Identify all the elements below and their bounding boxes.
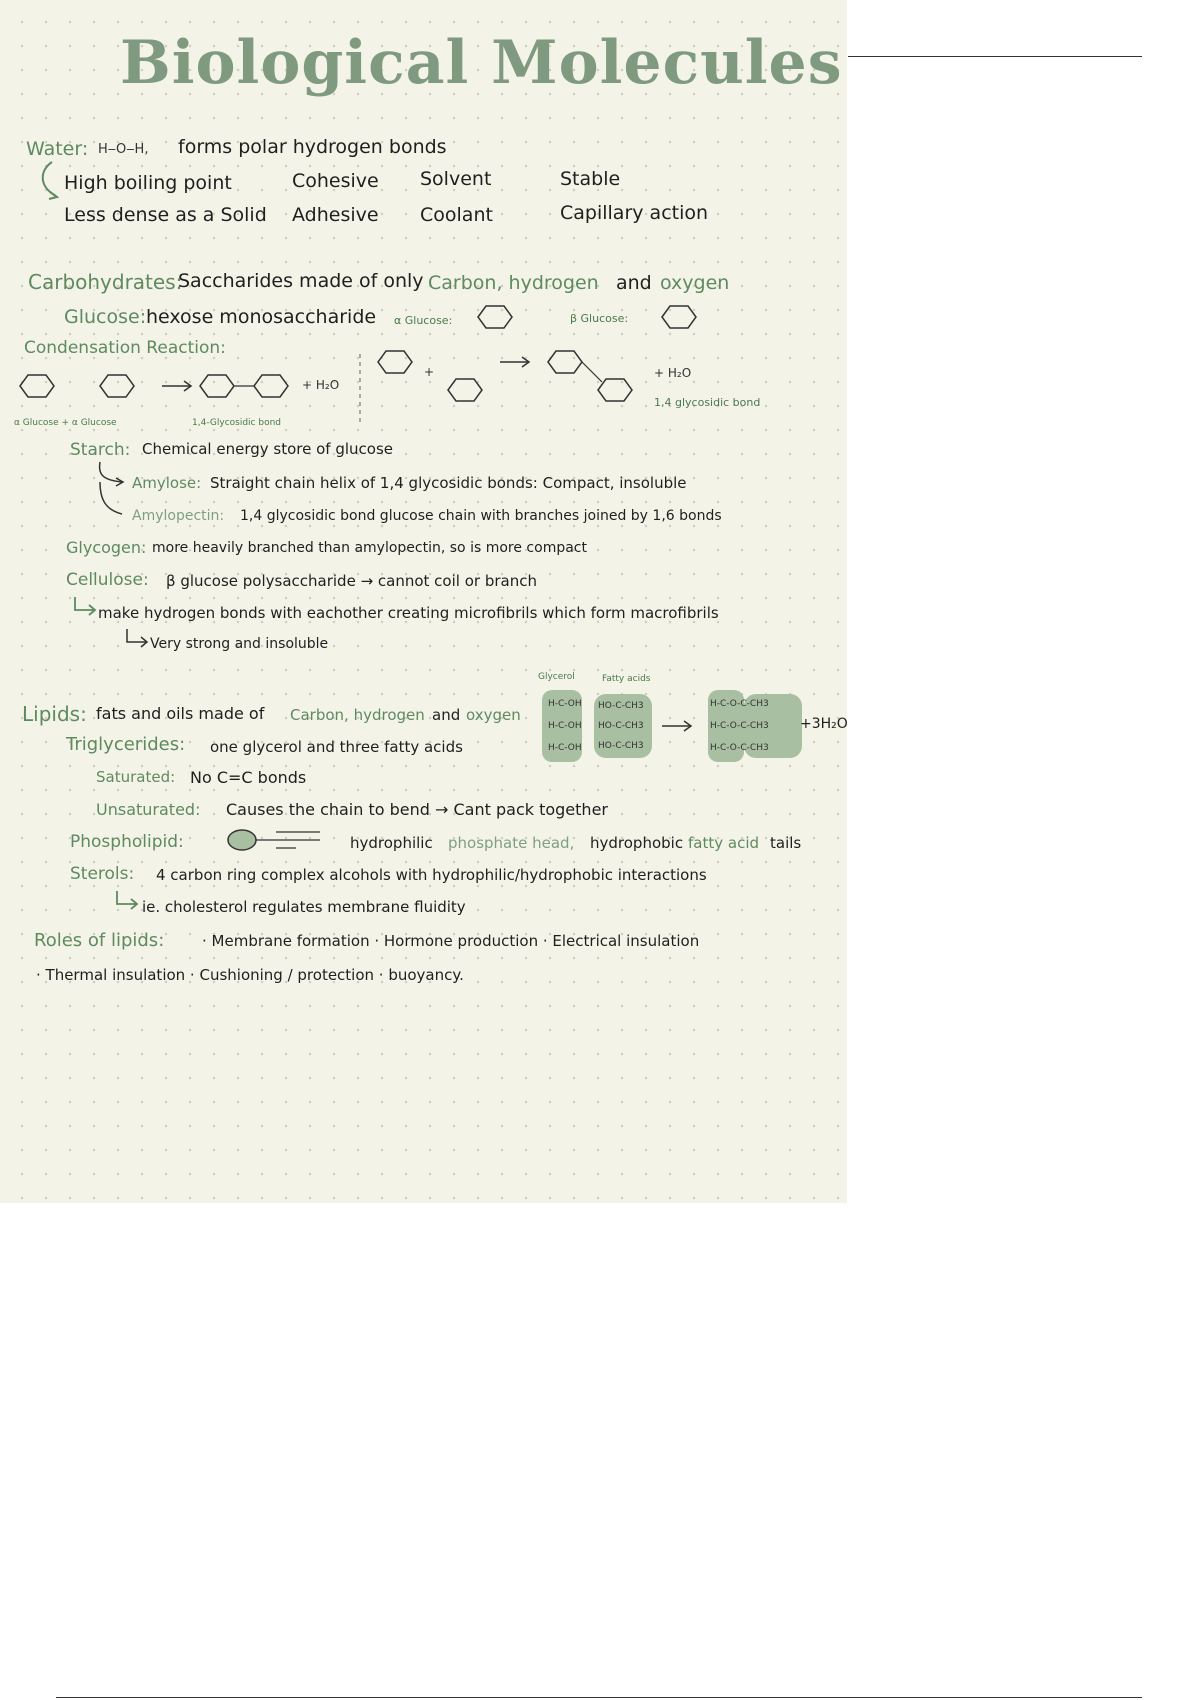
sterols-sub: ie. cholesterol regulates membrane fluidity — [142, 898, 466, 916]
svg-text:H-C-OH: H-C-OH — [548, 721, 582, 731]
lipids-and: and — [432, 706, 461, 724]
carbs-oxygen: oxygen — [660, 272, 730, 294]
beta-glucose-ring-icon — [654, 300, 704, 334]
alpha-glucose-ring-icon — [470, 300, 520, 334]
triglycerides-desc: one glycerol and three fatty acids — [210, 738, 463, 756]
water-prop: Adhesive — [292, 204, 379, 226]
water-prop: Solvent — [420, 168, 492, 190]
starch-label: Starch: — [70, 440, 131, 460]
lipids-label: Lipids: — [22, 702, 87, 726]
carbs-desc: Saccharides made of only — [178, 270, 424, 292]
glycogen-label: Glycogen: — [66, 538, 147, 557]
phospholipid-label: Phospholipid: — [70, 832, 184, 852]
amylopectin-desc: 1,4 glycosidic bond glucose chain with branches joined by 1,6 bonds — [240, 508, 722, 524]
amylose-label: Amylose: — [132, 474, 202, 492]
triglycerides-label: Triglycerides: — [66, 734, 186, 755]
glucose-desc: hexose monosaccharide — [146, 306, 377, 328]
sterols-desc: 4 carbon ring complex alcohols with hydrophilic/hydrophobic interactions — [156, 866, 707, 884]
lipids-desc: fats and oils made of — [96, 704, 265, 723]
carbs-and: and — [616, 272, 652, 294]
svg-text:H-C-O-C-CH3: H-C-O-C-CH3 — [710, 743, 769, 753]
condensation-diagram-right — [370, 340, 650, 420]
cellulose-sub2: Very strong and insoluble — [150, 636, 329, 652]
alpha-glucose-label: α Glucose: — [394, 314, 453, 327]
arrow-curve-icon — [96, 460, 136, 520]
water-prop: Less dense as a Solid — [64, 204, 267, 226]
beta-glucose-label: β Glucose: — [570, 312, 629, 325]
svg-text:HO-C-CH3: HO-C-CH3 — [598, 741, 644, 751]
phospholipid-desc2: hydrophobic — [590, 834, 684, 852]
lipids-elements: Carbon, hydrogen — [290, 706, 425, 724]
roles-line2: · Thermal insulation · Cushioning / protection · buoyancy. — [36, 966, 464, 984]
note-page — [0, 0, 847, 1203]
roles-label: Roles of lipids: — [34, 930, 165, 951]
glycosidic-bond-label: 1,4 glycosidic bond — [654, 396, 761, 409]
carbs-elements: Carbon, hydrogen — [428, 272, 599, 294]
left-caption-bond: 1,4-Glycosidic bond — [192, 418, 281, 428]
water-prop: Coolant — [420, 204, 493, 226]
water-label: Water: — [26, 138, 89, 160]
plus-water-right: + H₂O — [654, 366, 692, 380]
fatty-acid-word: fatty acid — [688, 834, 760, 852]
phospholipid-desc1: hydrophilic — [350, 834, 433, 852]
unsaturated-label: Unsaturated: — [96, 800, 201, 819]
water-desc: forms polar hydrogen bonds — [178, 136, 447, 158]
water-prop: High boiling point — [64, 172, 232, 194]
svg-text:H-C-O-C-CH3: H-C-O-C-CH3 — [710, 721, 769, 731]
bottom-rule — [56, 1697, 1142, 1698]
amylose-desc: Straight chain helix of 1,4 glycosidic bonds: Compact, insoluble — [210, 474, 687, 492]
water-prop: Capillary action — [560, 202, 709, 224]
triglyceride-water-out: +3H₂O — [800, 716, 848, 732]
svg-text:HO-C-CH3: HO-C-CH3 — [598, 721, 644, 731]
svg-text:H-C-OH: H-C-OH — [548, 699, 582, 709]
arrow-down-right-icon — [114, 890, 140, 912]
plus-water-left: + H₂O — [302, 378, 340, 392]
condensation-diagram-left — [12, 366, 342, 426]
carbs-label: Carbohydrates: — [28, 270, 183, 294]
condensation-label: Condensation Reaction: — [24, 338, 226, 358]
saturated-desc: No C=C bonds — [190, 768, 307, 787]
amylopectin-label: Amylopectin: — [132, 508, 225, 524]
water-formula: H‒O‒H, — [98, 142, 149, 157]
glycerol-label: Glycerol — [538, 672, 575, 682]
arrow-down-right-icon — [72, 596, 98, 618]
sterols-label: Sterols: — [70, 864, 135, 884]
phospholipid-icon — [226, 822, 326, 856]
page-title: Biological Molecules — [120, 28, 843, 98]
glycogen-desc: more heavily branched than amylopectin, so is more compact — [152, 540, 587, 556]
water-prop: Cohesive — [292, 170, 379, 192]
cellulose-desc: β glucose polysaccharide → cannot coil or branch — [166, 572, 537, 590]
fatty-acids-label: Fatty acids — [602, 674, 651, 684]
saturated-label: Saturated: — [96, 768, 176, 786]
phosphate-head: phosphate head, — [448, 834, 575, 852]
water-prop: Stable — [560, 168, 621, 190]
phospholipid-tails: tails — [770, 834, 802, 852]
roles-line1: · Membrane formation · Hormone production · Electrical insulation — [202, 932, 700, 950]
left-caption: α Glucose + α Glucose — [14, 418, 117, 428]
svg-text:H-C-OH: H-C-OH — [548, 743, 582, 753]
glucose-label: Glucose: — [64, 306, 147, 328]
lipids-oxygen: oxygen — [466, 706, 521, 724]
divider-dashed — [358, 354, 362, 424]
svg-text:HO-C-CH3: HO-C-CH3 — [598, 701, 644, 711]
svg-text:H-C-O-C-CH3: H-C-O-C-CH3 — [710, 699, 769, 709]
top-rule — [848, 56, 1142, 57]
unsaturated-desc: Causes the chain to bend → Cant pack together — [226, 800, 608, 819]
arrow-down-right-icon — [124, 628, 150, 650]
cellulose-sub1: make hydrogen bonds with eachother creating microfibrils which form macrofibrils — [98, 604, 719, 622]
svg-text:+: + — [424, 365, 435, 379]
arrow-curve-icon — [34, 160, 64, 200]
cellulose-label: Cellulose: — [66, 570, 149, 590]
triglyceride-diagram — [530, 684, 820, 774]
starch-desc: Chemical energy store of glucose — [142, 440, 393, 458]
